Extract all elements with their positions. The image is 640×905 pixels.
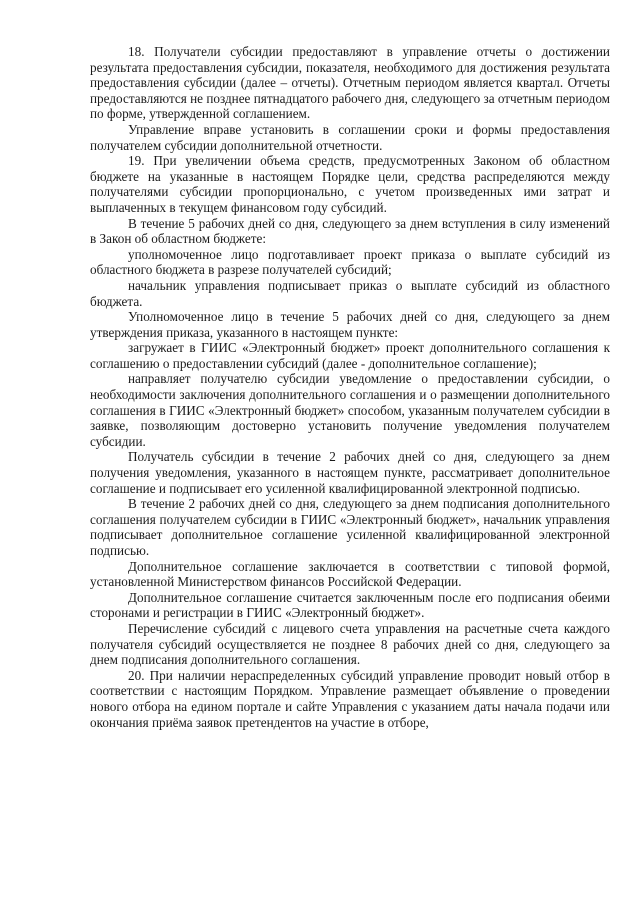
paragraph-uploads-draft: загружает в ГИИС «Электронный бюджет» проект дополнительного соглашения к соглашению о предоставлении субсидий (далее - дополнительное соглашение);: [90, 340, 610, 371]
paragraph-within-5-days: В течение 5 рабочих дней со дня, следующего за днем вступления в силу изменений в Закон об областном бюджете:: [90, 215, 610, 247]
paragraph-20-new-selection: 20. При наличии нераспределенных субсидий управление проводит новый отбор в соответствии с настоящим Порядком. Управление размещает объявление о проведении нового отбора на едином портале и сайте Управления с указанием даты начала подачи или окончания приёма заявок претендентов на участие в отборе,: [90, 667, 610, 730]
document-page: [90, 44, 610, 730]
paragraph-head-signs-agreement: В течение 2 рабочих дней со дня, следующего за днем подписания дополнительного соглашения получателем субсидии в ГИИС «Электронный бюджет», начальник управления подписывает дополнительное соглашение усиленной квалифицированной электронной подписью.: [90, 496, 610, 558]
paragraph-19-budget-increase: 19. При увеличении объема средств, предусмотренных Законом об областном бюджете на указанные в настоящем Порядке цели, средства распределяются между получателями субсидии пропорционально, с учетом произведенных ими затрат и выплаченных в текущем финансовом году субсидий.: [90, 153, 610, 215]
paragraph-draft-order: уполномоченное лицо подготавливает проект приказа о выплате субсидий из областного бюджета в разрезе получателей субсидий;: [90, 246, 610, 278]
paragraph-sends-notice: направляет получателю субсидии уведомление о предоставлении субсидии, о необходимости заключения дополнительного соглашения и о размещении дополнительного соглашения в ГИИС «Электронный бюджет» способом, указанным получателем субсидии в заявке, позволяющим достоверно установить получение уведомления получателем субсидии.: [90, 371, 610, 449]
paragraph-18-reports: 18. Получатели субсидии предоставляют в управление отчеты о достижении результата предоставления субсидии, показателя, необходимого для достижения результата предоставления субсидии (далее – отчеты). Отчетным периодом является квартал. Отчеты предоставляются не позднее пятнадцатого рабочего дня, следующего за отчетным периодом по форме, утвержденной соглашением.: [90, 44, 611, 122]
paragraph-additional-reporting: Управление вправе установить в соглашении сроки и формы предоставления получателем субсидии дополнительной отчетности.: [90, 121, 610, 153]
paragraph-transfer-of-subsidies: Перечисление субсидий с лицевого счета управления на расчетные счета каждого получателя субсидий осуществляется не позднее 8 рабочих дней со дня, следующего за днем подписания дополнительного соглашения.: [90, 620, 610, 668]
paragraph-authorized-person: Уполномоченное лицо в течение 5 рабочих дней со дня, следующего за днем утверждения приказа, указанного в настоящем пункте:: [90, 309, 610, 340]
paragraph-standard-form: Дополнительное соглашение заключается в соответствии с типовой формой, установленной Министерством финансов Российской Федерации.: [90, 558, 610, 590]
paragraph-head-signs-order: начальник управления подписывает приказ о выплате субсидий из областного бюджета.: [90, 277, 610, 309]
paragraph-recipient-signs: Получатель субсидии в течение 2 рабочих дней со дня, следующего за днем получения уведомления, указанного в настоящем пункте, рассматривает дополнительное соглашение и подписывает его усиленной квалифицированной электронной подписью.: [90, 449, 610, 496]
paragraph-agreement-concluded: Дополнительное соглашение считается заключенным после его подписания обеими сторонами и регистрации в ГИИС «Электронный бюджет».: [90, 589, 610, 621]
